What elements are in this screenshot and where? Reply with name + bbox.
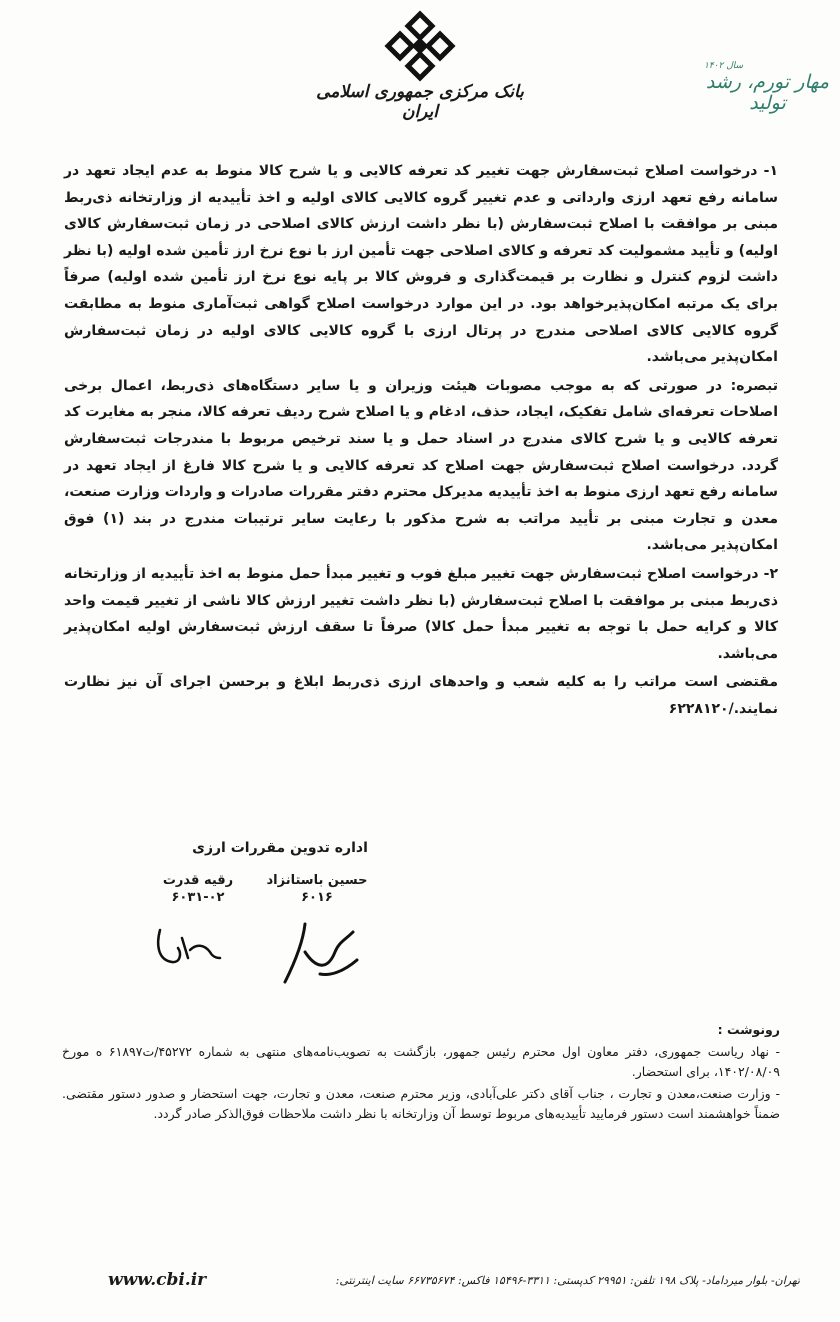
- signer-name: حسین باستانزاد: [266, 873, 368, 888]
- bank-name: بانک مرکزی جمهوری اسلامی ایران: [316, 82, 524, 122]
- signature-ghodrat-icon: [152, 920, 222, 970]
- copy-recipient-2: - وزارت صنعت،معدن و تجارت ، جناب آقای دکتر علی‌آبادی، وزیر محترم صنعت، معدن و تجارت، جهت استحضار و صدور دستور مقتضی. ضمناً خواهشمند است دستور فرمایید تأییدیه‌های مربوط توسط آن وزارتخانه با نظر داشت ملاحظات فوق‌الذکر صادر گردد.: [62, 1086, 780, 1121]
- copy-recipient-1: - نهاد ریاست جمهوری، دفتر معاون اول محترم رئیس جمهور، بازگشت به تصویب‌نامه‌های منتهی به شماره ۴۵۲۷۲/ت۶۱۸۹۷ ه مورخ ۱۴۰۲/۰۸/۰۹، برای استحضار.: [62, 1044, 780, 1079]
- website-link[interactable]: www.cbi.ir: [108, 1270, 207, 1290]
- paragraph-closing: مقتضی است مراتب را به کلیه شعب و واحدهای ارزی ذی‌ربط ابلاغ و برحسن اجرای آن نیز نظارت نمایند./۶۲۲۸۱۲۰: [64, 674, 778, 717]
- footer-address: تهران- بلوار میرداماد- پلاک ۱۹۸ تلفن: ۲۹۹۵۱ کدپستی: ۳۳۱۱-۱۵۴۹۶ فاکس: ۶۶۷۳۵۶۷۴ سایت اینترنتی:: [335, 1274, 800, 1287]
- signer-name: رقیه قدرت: [162, 873, 234, 888]
- bank-logo-icon: [384, 10, 456, 82]
- copies-title: رونوشت :: [717, 1022, 780, 1037]
- signer-code: ۶۰۳۱-۰۲: [171, 890, 225, 905]
- letter-body: [64, 158, 778, 724]
- signature-bastanzad-icon: [275, 912, 365, 992]
- letterhead-footer: [40, 1270, 800, 1294]
- copies-section: [62, 1020, 780, 1126]
- paragraph-note: تبصره: در صورتی که به موجب مصوبات هیئت وزیران و یا سایر دستگاه‌های ذی‌ربط، اعمال برخی اصلاحات تعرفه‌ای شامل تفکیک، ایجاد، حذف، ادغام و یا اصلاح شرح ردیف تعرفه کالا، منجر به مغایرت کد تعرفه کالایی و یا شرح کالای مندرج در اسناد حمل و یا سند ترخیص مربوط با مندرجات ثبت‌سفارش گردد. درخواست اصلاح ثبت‌سفارش جهت اصلاح کد تعرفه کالایی و یا شرح کالا فارغ از ایجاد تعهد در سامانه رفع تعهد ارزی منوط به اخذ تأییدیه مدیرکل محترم دفتر مقررات صادرات و واردات وزارت صنعت، معدن و تجارت مبنی بر تأیید مراتب به شرح مذکور با رعایت سایر ترتیبات مندرج در بند (۱) فوق امکان‌پذیر می‌باشد.: [64, 377, 779, 554]
- slogan-year: سال ۱۴۰۲: [704, 61, 744, 71]
- paragraph-clause-2: ۲- درخواست اصلاح ثبت‌سفارش جهت تغییر مبلغ فوب و تغییر مبدأ حمل منوط به اخذ تأییدیه از وزارتخانه ذی‌ربط مبنی بر موافقت با اصلاح ثبت‌سفارش (با نظر داشت تغییر ارزش کالا ناشی از تغییر قیمت واحد کالا و کرایه حمل با توجه به تغییر مبدأ حمل کالا) صرفاً تا سقف ارزش ثبت‌سفارش اولیه امکان‌پذیر می‌باشد.: [64, 565, 778, 662]
- signer-ghodrat: [148, 873, 248, 905]
- department-name: اداره تدوین مقررات ارزی: [192, 840, 368, 856]
- year-slogan: [700, 62, 835, 132]
- signer-code: ۶۰۱۶: [301, 890, 333, 905]
- signer-bastanzad: [262, 873, 372, 905]
- paragraph-clause-1: ۱- درخواست اصلاح ثبت‌سفارش جهت تغییر کد تعرفه کالایی و یا شرح کالا منوط به عدم ایجاد تعهد در سامانه رفع تعهد ارزی وارداتی و عدم تغییر گروه کالایی کالای اولیه و اخذ تأییدیه از وزارتخانه ذی‌ربط مبنی بر موافقت با اصلاح ثبت‌سفارش (با نظر داشت ارزش کالای اصلاحی در زمان ثبت‌سفارش کالای اولیه) و تأیید مشمولیت کد تعرفه و کالای اصلاحی جهت تأمین ارز با نوع نرخ ارز تأمین شده اولیه (با نظر داشت لزوم کنترل و نظارت بر قیمت‌گذاری و فروش کالا بر پایه نوع نرخ ارز تأمین شده اولیه) صرفاً برای یک مرتبه امکان‌پذیرخواهد بود. در این موارد درخواست اصلاح گواهی ثبت‌آماری منوط به مطابقت گروه کالایی کالای اصلاحی مندرج در پرتال ارزی با گروه کالایی کالای اولیه در زمان ثبت‌سفارش امکان‌پذیر می‌باشد.: [64, 163, 778, 366]
- slogan-text: مهار تورم، رشد تولید: [705, 70, 830, 114]
